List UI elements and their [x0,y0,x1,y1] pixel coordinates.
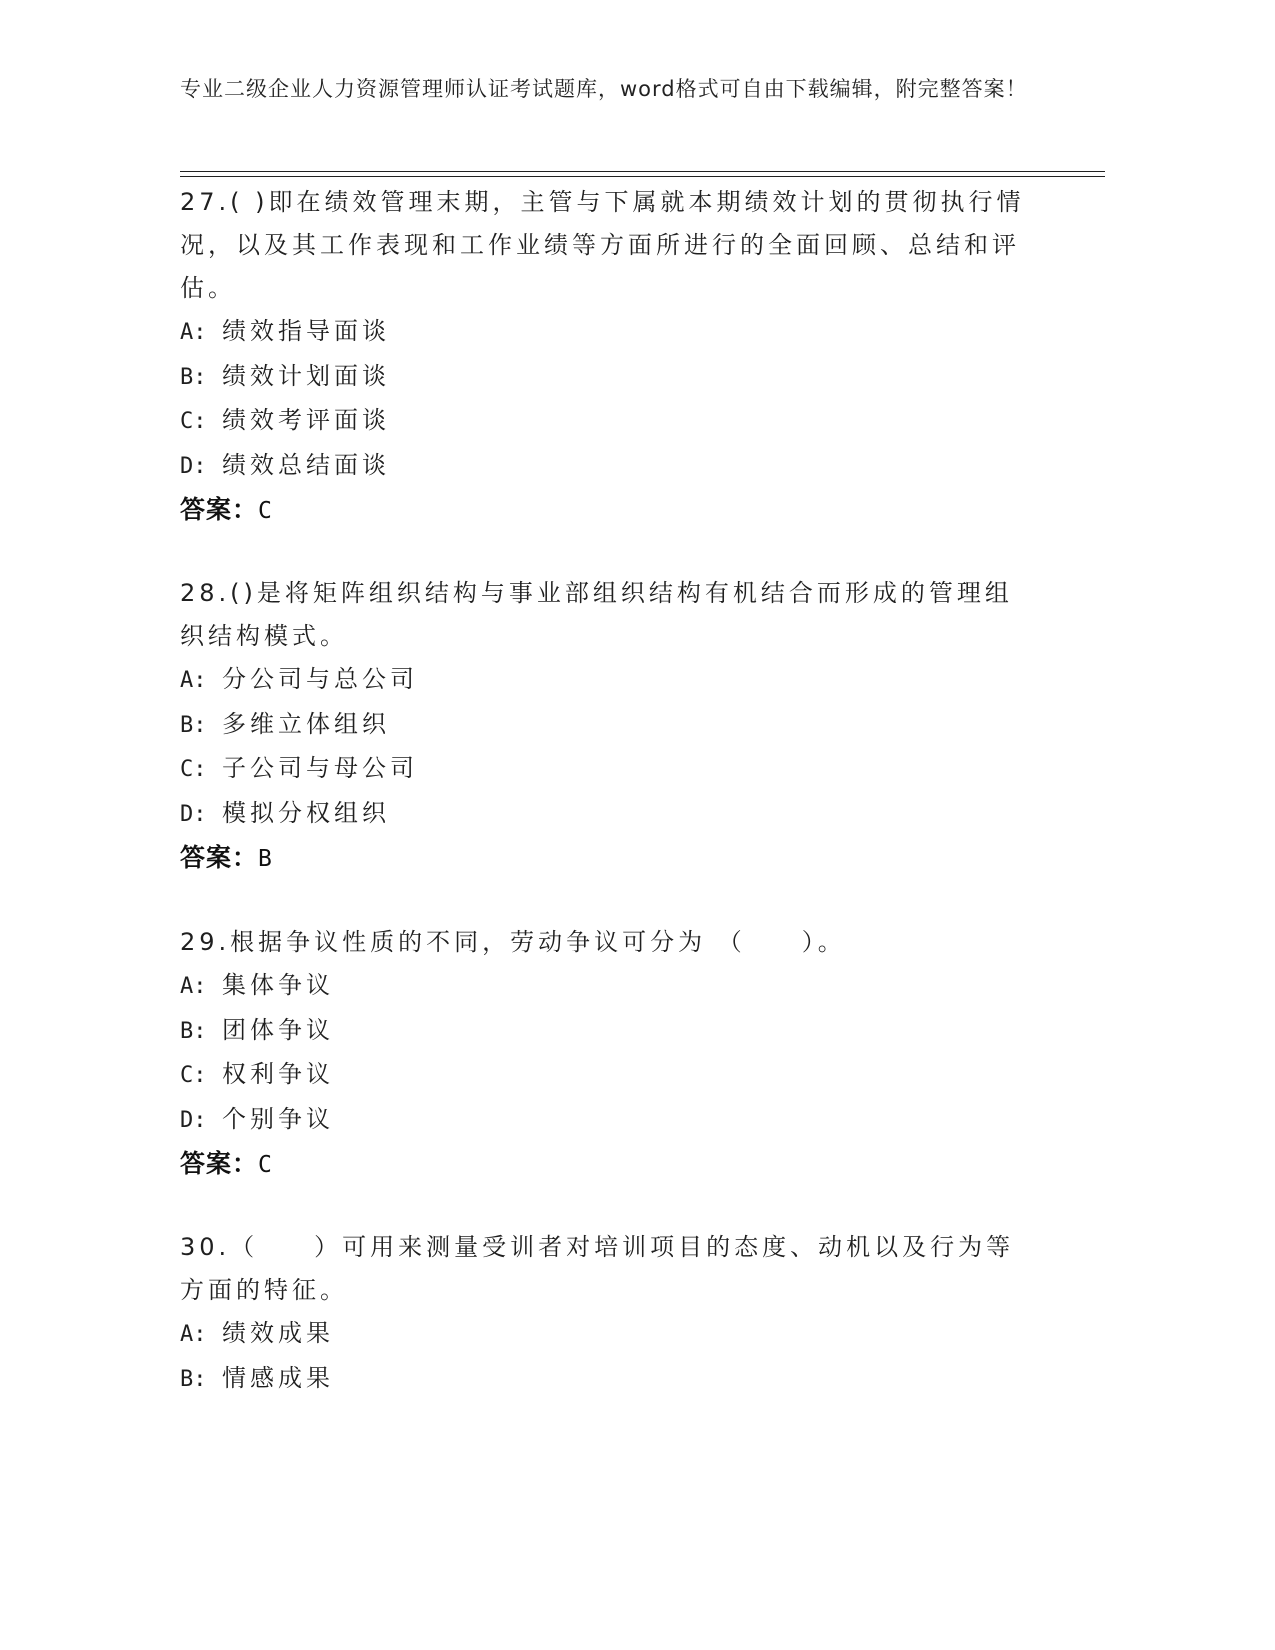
option-letter: D: [180,1107,207,1133]
option-letter: D: [180,453,207,479]
answer-value: B [258,846,273,872]
option-c [180,1053,1030,1098]
answer-value: C [258,498,273,524]
option-c [180,399,1030,444]
option-text: 个别争议 [222,1104,334,1133]
option-letter: A: [180,974,207,999]
option-letter: B: [180,1018,207,1044]
option-b [180,1009,1030,1054]
option-d [180,444,1030,489]
option-text: 绩效考评面谈 [222,406,390,434]
option-b [180,703,1030,748]
option-text: 集体争议 [222,971,334,999]
header-divider-top [180,171,1105,172]
answer-line [180,836,1030,881]
option-letter: A: [180,1322,207,1347]
option-text: 分公司与总公司 [222,665,418,693]
option-b [180,1357,1030,1402]
option-letter: B: [180,364,207,390]
option-d [180,1098,1030,1143]
option-letter: B: [180,712,207,738]
option-text: 多维立体组织 [222,709,390,738]
option-a [180,964,1030,1009]
option-text: 绩效计划面谈 [222,361,390,390]
option-letter: A: [180,668,207,693]
question-stem: 27.( )即在绩效管理末期，主管与下属就本期绩效计划的贯彻执行情况，以及其工作表现和工作业绩等方面所进行的全面回顾、总结和评估。 [180,188,1025,302]
answer-label: 答案： [180,843,259,872]
answer-label: 答案： [180,1149,259,1178]
question-stem: 30.（ ）可用来测量受训者对培训项目的态度、动机以及行为等方面的特征。 [180,1233,1015,1304]
option-letter: C: [180,1063,207,1088]
option-text: 模拟分权组织 [222,798,390,827]
option-c [180,747,1030,792]
question-27 [180,181,1030,533]
option-a [180,1312,1030,1357]
option-b [180,355,1030,400]
option-letter: B: [180,1366,207,1392]
answer-line [180,1142,1030,1187]
option-letter: C: [180,409,207,434]
option-text: 情感成果 [222,1363,334,1392]
option-a [180,658,1030,703]
header-divider-bottom [180,176,1105,177]
option-letter: D: [180,801,207,827]
option-text: 绩效成果 [222,1319,334,1347]
document-header: 专业二级企业人力资源管理师认证考试题库，word格式可自由下载编辑，附完整答案！ [180,77,1028,101]
question-30 [180,1226,1030,1401]
question-stem: 28.()是将矩阵组织结构与事业部组织结构有机结合而形成的管理组织结构模式。 [180,579,1013,650]
option-letter: A: [180,320,207,345]
question-28 [180,572,1030,881]
option-text: 绩效总结面谈 [222,450,390,479]
option-letter: C: [180,757,207,782]
answer-value: C [258,1152,273,1178]
answer-line [180,488,1030,533]
question-29 [180,921,1030,1187]
option-d [180,792,1030,837]
answer-label: 答案： [180,495,259,524]
option-text: 权利争议 [222,1060,334,1088]
option-text: 绩效指导面谈 [222,317,390,345]
option-text: 团体争议 [222,1015,334,1044]
question-stem: 29.根据争议性质的不同，劳动争议可分为 （ ）。 [180,928,846,956]
option-text: 子公司与母公司 [222,754,418,782]
option-a [180,310,1030,355]
